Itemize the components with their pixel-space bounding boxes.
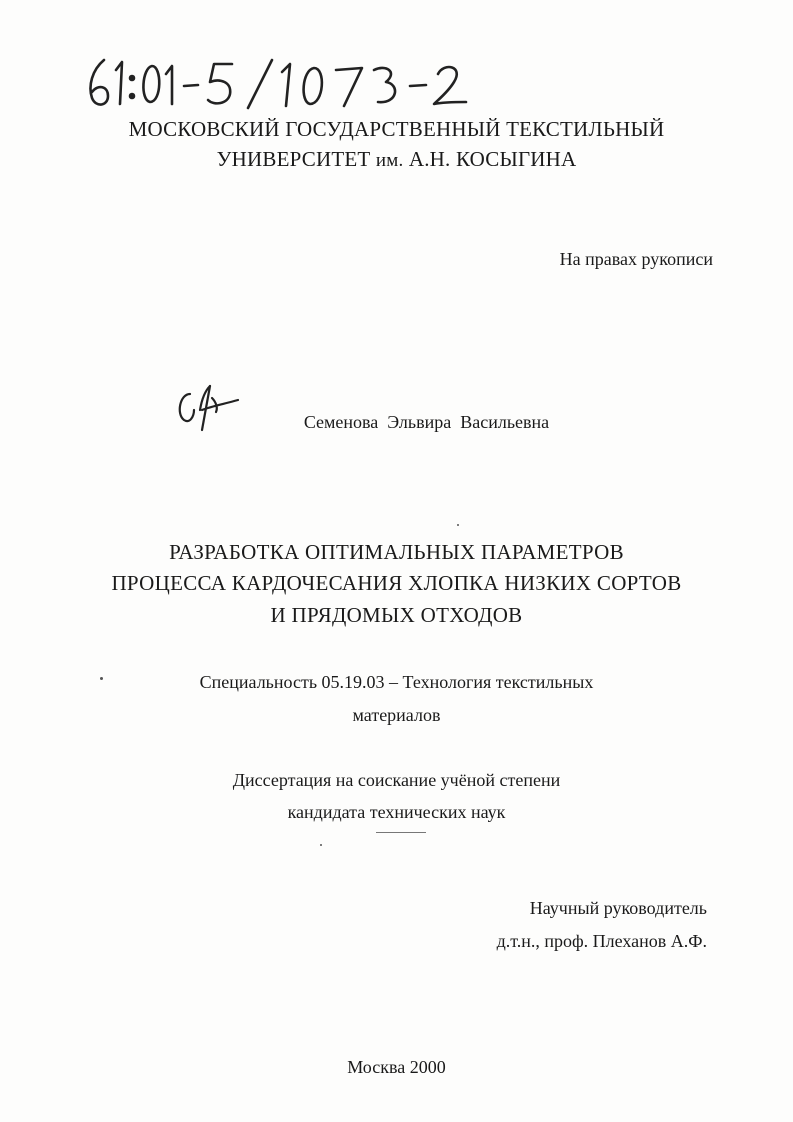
handwritten-catalog-code bbox=[82, 52, 472, 112]
university-word: УНИВЕРСИТЕТ bbox=[216, 147, 371, 171]
dissertation-line-1: Диссертация на соискание учёной степени bbox=[232, 770, 561, 790]
dissertation-line-2: кандидата технических наук bbox=[287, 802, 506, 822]
rights-notice: На правах рукописи bbox=[559, 249, 713, 269]
scan-speck bbox=[457, 524, 459, 526]
scan-speck bbox=[100, 677, 103, 680]
divider-rule bbox=[376, 832, 426, 833]
scan-speck bbox=[320, 844, 322, 846]
university-im: им. bbox=[375, 150, 404, 171]
specialty-line-2: материалов bbox=[352, 705, 441, 725]
specialty-line-1: Специальность 05.19.03 – Технология текстильных bbox=[199, 672, 594, 692]
city-year: Москва 2000 bbox=[347, 1057, 446, 1077]
title-line-3: И ПРЯДОМЫХ ОТХОДОВ bbox=[270, 603, 523, 627]
university-namesake: А.Н. КОСЫГИНА bbox=[408, 147, 577, 171]
title-line-2: ПРОЦЕССА КАРДОЧЕСАНИЯ ХЛОПКА НИЗКИХ СОРТОВ bbox=[111, 571, 682, 595]
university-name-line-2 bbox=[0, 147, 793, 172]
supervisor-label: Научный руководитель bbox=[529, 898, 707, 918]
author-name: Семенова Эльвира Васильевна bbox=[303, 412, 550, 432]
supervisor-name: д.т.н., проф. Плеханов А.Ф. bbox=[496, 931, 707, 951]
university-name-line-1: МОСКОВСКИЙ ГОСУДАРСТВЕННЫЙ ТЕКСТИЛЬНЫЙ bbox=[128, 117, 665, 141]
title-line-1: РАЗРАБОТКА ОПТИМАЛЬНЫХ ПАРАМЕТРОВ bbox=[169, 540, 624, 564]
